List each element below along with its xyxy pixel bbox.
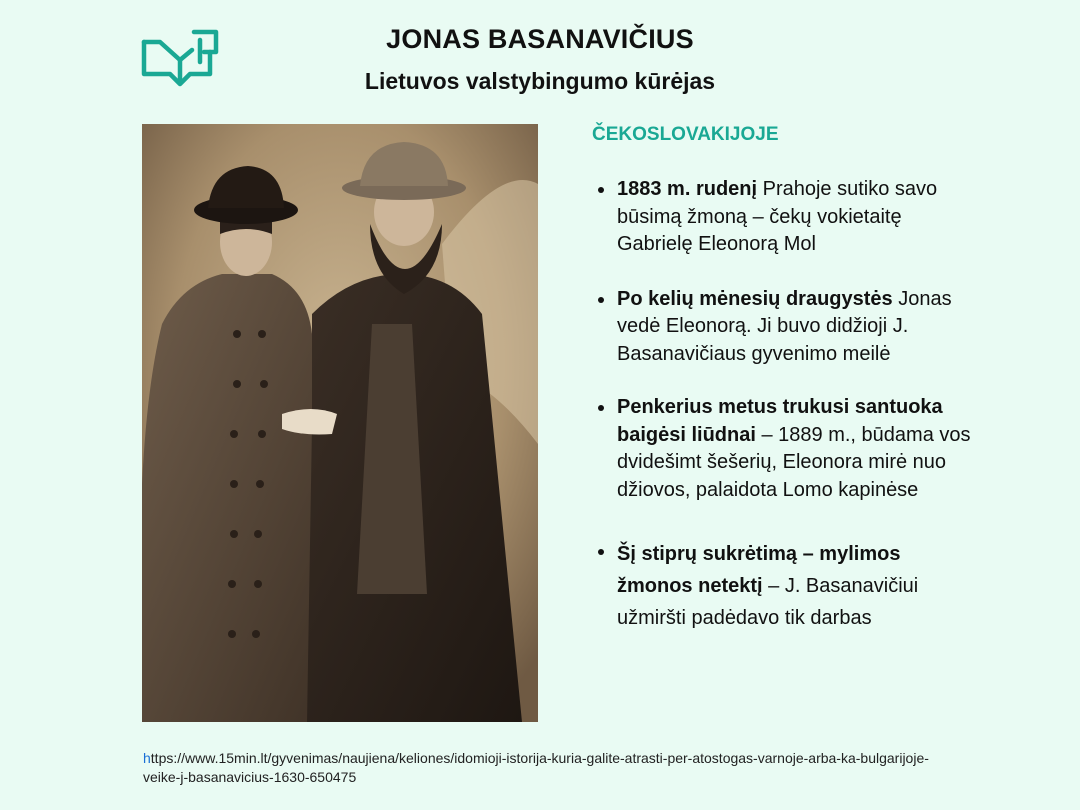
page-subtitle: Lietuvos valstybingumo kūrėjas: [364, 68, 716, 94]
list-item: [596, 394, 976, 504]
bullet-text: – J. Basanavičiui užmiršti padėdavo tik darbas: [617, 575, 919, 629]
page-title: JONAS BASANAVIČIUS: [386, 24, 694, 54]
bullet-text: – 1889 m., būdama vos dvidešimt šešerių, Eleonora mirė nuo džiovos, palaidota Lomo kapinėse: [617, 423, 971, 501]
source-url: ttps://www.15min.lt/gyvenimas/naujiena/keliones/idomioji-istorija-kuria-galite-atrasti-per-atostogas-varnoje-arba-ka-bulgarijoje-veike-j-basanavicius-1630-650475: [143, 750, 929, 785]
list-item: [596, 538, 976, 634]
bullet-text: Prahoje sutiko savo būsimą žmoną – čekų vokietaitę Gabrielę Eleonorą Mol: [617, 178, 938, 255]
bullet-bold-text: Šį stiprų sukrėtimą – mylimos žmonos netektį: [617, 543, 901, 597]
list-item: [596, 176, 976, 259]
bullet-bold-text: 1883 m. rudenį: [617, 178, 758, 200]
bullet-text: Jonas vedė Eleonorą. Ji buvo didžioji J. Basanavičiaus gyvenimo meilė: [617, 287, 952, 365]
bullet-bold-text: Po kelių mėnesių draugystės: [617, 287, 893, 310]
bullet-bold-text: Penkerius metus trukusi santuoka baigėsi liūdnai: [617, 396, 943, 446]
bullet-list: [596, 176, 976, 634]
source-link[interactable]: [143, 749, 943, 787]
historical-photo: [142, 124, 538, 722]
source-first-letter: h: [143, 750, 151, 766]
list-item: [596, 286, 976, 369]
section-heading: ČEKOSLOVAKIJOJE: [592, 124, 779, 145]
